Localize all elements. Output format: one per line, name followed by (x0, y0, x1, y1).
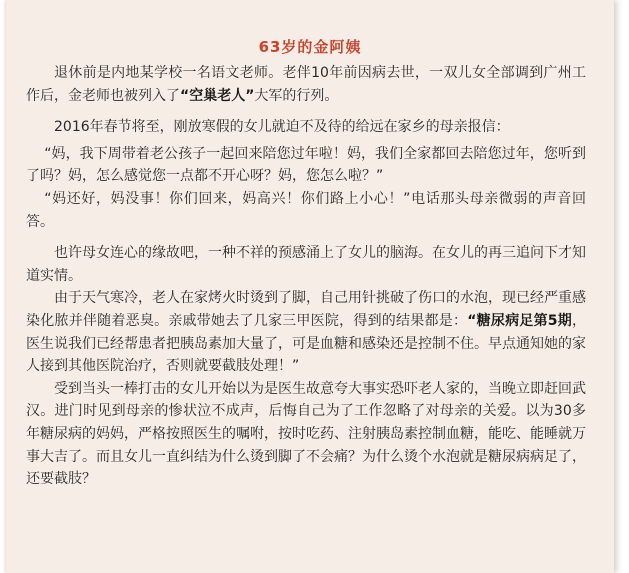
paragraph-diagnosis-text: 由于天气寒冷，老人在家烤火时烫到了脚，自己用针挑破了伤口的水泡，现已经严重感染化脓并伴随着恶臭。亲戚带她去了几家三甲医院，得到的结果都是： (26, 290, 586, 329)
article-body (26, 62, 586, 491)
diabetic-foot-emphasis: “糖尿病足第5期 (467, 312, 573, 329)
empty-nest-emphasis: “空巢老人” (180, 87, 255, 104)
paragraph-intro-text: 退休前是内地某学校一名语文老师。老伴10年前因病去世，一双儿女全部调到广州工作后，金老师也被列入了 (26, 65, 586, 104)
paragraph-intro (26, 62, 586, 107)
paragraph-intro-tail: 大军的行列。 (254, 87, 339, 104)
paragraph-mother-reply: “妈还好，妈没事！你们回来，妈高兴！你们路上小心！”电话那头母亲微弱的声音回答。 (26, 190, 586, 230)
paragraph-premonition: 也许母女连心的缘故吧，一种不祥的预感涌上了女儿的脑海。在女儿的再三追问下才知道实情。 (26, 245, 586, 284)
paragraph-diagnosis (26, 287, 586, 377)
paragraph-diagnosis-tail: ，医生说我们已经帮患者把胰岛素加大量了，可是血糖和感染还是控制不住。早点通知她的家人接到其他医院治疗，否则就要截肢处理！” (26, 312, 587, 375)
article-title: 63岁的金阿姨 (258, 38, 362, 56)
paragraph-daughter-quote: “妈，我下周带着老公孩子一起回来陪您过年啦！妈，我们全家都回去陪您过年，您听到了吗？妈，怎么感觉您一点都不开心呀？妈，您怎么啦？” (26, 145, 586, 185)
article-page (6, 0, 614, 573)
paragraph-news: 2016年春节将至，刚放寒假的女儿就迫不及待的给远在家乡的母亲报信： (54, 119, 510, 136)
paragraph-daughter-return: 受到当头一棒打击的女儿开始以为是医生故意夸大事实恐吓老人家的，当晚立即赶回武汉。进门时见到母亲的惨状泣不成声，后悔自己为了工作忽略了对母亲的关爱。以为30多年糖尿病的妈妈，严格按照医生的嘱咐，按时吃药、注射胰岛素控制血糖，能吃、能睡就万事大吉了。而且女儿一直纠结为什么烫到脚了不会痛？为什么烫个水泡就是糖尿病病足了，还要截肢？ (26, 380, 586, 488)
